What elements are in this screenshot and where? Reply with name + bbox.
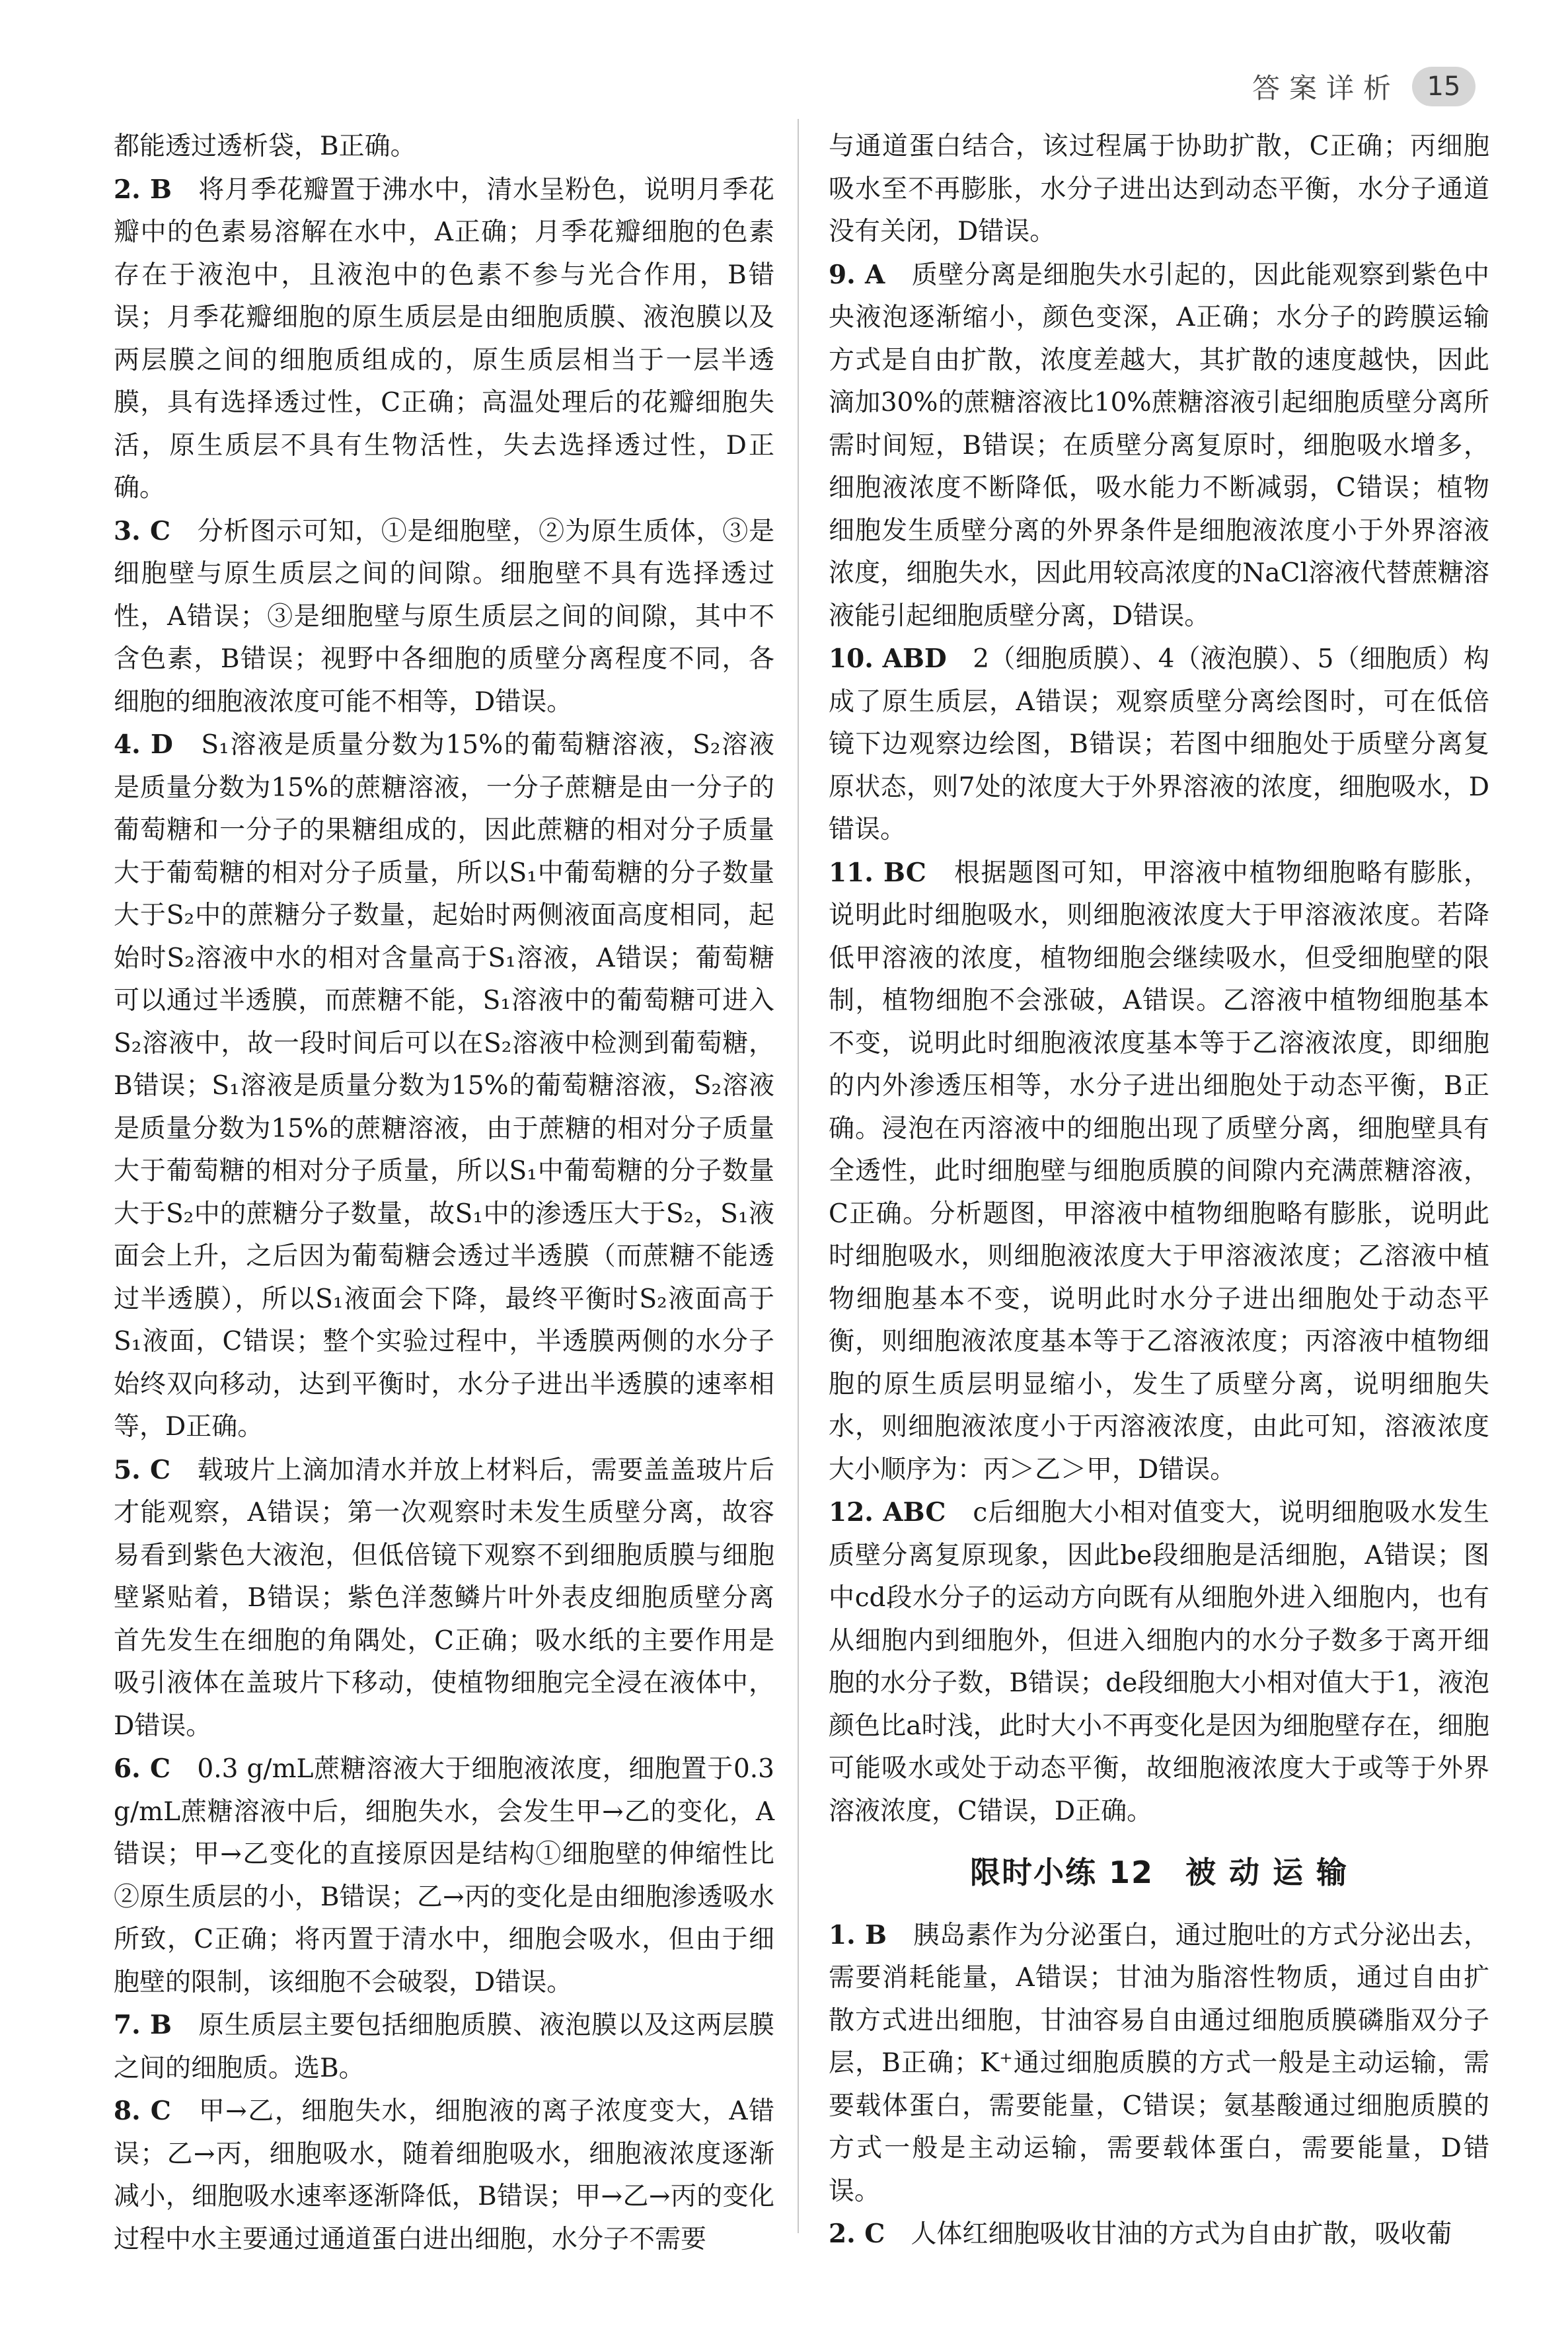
answer-text: 0.3 g/mL蔗糖溶液大于细胞液浓度，细胞置于0.3 g/mL蔗糖溶液中后，细胞失水，会发生甲→乙的变化，A错误；甲→乙变化的直接原因是结构①细胞壁的伸缩性比②原生质层的小，B错误；乙→丙的变化是由细胞渗透吸水所致，C正确；将丙置于清水中，细胞会吸水，但由于细胞壁的限制，该细胞不会破裂，D错误。 xyxy=(114,1754,774,1997)
answer-number: 8. C xyxy=(114,2096,171,2126)
answer-text: S₁溶液是质量分数为15%的葡萄糖溶液，S₂溶液是质量分数为15%的蔗糖溶液，一分子蔗糖是由一分子的葡萄糖和一分子的果糖组成的，因此蔗糖的相对分子质量大于葡萄糖的相对分子质量，所以S₁中葡萄糖的分子数量大于S₂中的蔗糖分子数量，起始时两侧液面高度相同，起始时S₂溶液中水的相对含量高于S₁溶液，A错误；葡萄糖可以通过半透膜，而蔗糖不能，S₁溶液中的葡萄糖可进入S₂溶液中，故一段时间后可以在S₂溶液中检测到葡萄糖，B错误；S₁溶液是质量分数为15%的葡萄糖溶液，S₂溶液是质量分数为15%的蔗糖溶液，由于蔗糖的相对分子质量大于葡萄糖的相对分子质量，所以S₁中葡萄糖的分子数量大于S₂中的蔗糖分子数量，故S₁中的渗透压大于S₂，S₁液面会上升，之后因为葡萄糖会透过半透膜（而蔗糖不能透过半透膜），所以S₁液面会下降，最终平衡时S₂液面高于S₁液面，C错误；整个实验过程中，半透膜两侧的水分子始终双向移动，达到平衡时，水分子进出半透膜的速率相等，D正确。 xyxy=(114,730,774,1442)
answer-text: 2（细胞质膜）、4（液泡膜）、5（细胞质）构成了原生质层，A错误；观察质壁分离绘图时，可在低倍镜下边观察边绘图，B错误；若图中细胞处于质壁分离复原状态，则7处的浓度大于外界溶液的浓度，细胞吸水，D错误。 xyxy=(829,644,1489,844)
right-column xyxy=(829,126,1489,2256)
answer-paragraph xyxy=(114,1449,774,1748)
answer-paragraph xyxy=(114,2090,774,2261)
answer-number: 2. B xyxy=(114,174,172,205)
answer-text: 与通道蛋白结合，该过程属于协助扩散，C正确；丙细胞吸水至不再膨胀，水分子进出达到动态平衡，水分子通道没有关闭，D错误。 xyxy=(829,131,1489,246)
answer-paragraph xyxy=(829,1491,1489,1833)
answer-text: 载玻片上滴加清水并放上材料后，需要盖盖玻片后才能观察，A错误；第一次观察时未发生质壁分离，故容易看到紫色大液泡，但低倍镜下观察不到细胞质膜与细胞壁紧贴着，B错误；紫色洋葱鳞片叶外表皮细胞质壁分离首先发生在细胞的角隅处，C正确；吸水纸的主要作用是吸引液体在盖玻片下移动，使植物细胞完全浸在液体中，D错误。 xyxy=(114,1455,774,1741)
answer-text: 都能透过透析袋，B正确。 xyxy=(114,131,416,161)
answer-paragraph xyxy=(114,1748,774,2004)
answer-text: 原生质层主要包括细胞质膜、液泡膜以及这两层膜之间的细胞质。选B。 xyxy=(114,2011,774,2083)
answer-paragraph xyxy=(829,852,1489,1492)
answer-number: 9. A xyxy=(829,259,885,290)
answer-number: 12. ABC xyxy=(829,1497,946,1528)
left-column xyxy=(114,126,774,2261)
answer-number: 4. D xyxy=(114,729,173,760)
answer-number: 5. C xyxy=(114,1454,171,1485)
answer-number: 11. BC xyxy=(829,857,926,888)
answer-paragraph xyxy=(114,126,774,168)
page-header xyxy=(1252,63,1475,110)
answer-paragraph xyxy=(829,254,1489,638)
answer-text: 将月季花瓣置于沸水中，清水呈粉色，说明月季花瓣中的色素易溶解在水中，A正确；月季花瓣细胞的色素存在于液泡中，且液泡中的色素不参与光合作用，B错误；月季花瓣细胞的原生质层是由细胞质膜、液泡膜以及两层膜之间的细胞质组成的，原生质层相当于一层半透膜，具有选择透过性，C正确；高温处理后的花瓣细胞失活，原生质层不具有生物活性，失去选择透过性，D正确。 xyxy=(114,174,774,503)
answer-paragraph xyxy=(114,168,774,510)
answer-number: 6. C xyxy=(114,1753,171,1784)
answer-text: 根据题图可知，甲溶液中植物细胞略有膨胀，说明此时细胞吸水，则细胞液浓度大于甲溶液浓度。若降低甲溶液的浓度，植物细胞会继续吸水，但受细胞壁的限制，植物细胞不会涨破，A错误。乙溶液中植物细胞基本不变，说明此时细胞液浓度基本等于乙溶液浓度，即细胞的内外渗透压相等，水分子进出细胞处于动态平衡，B正确。浸泡在丙溶液中的细胞出现了质壁分离，细胞壁具有全透性，此时细胞壁与细胞质膜的间隙内充满蔗糖溶液，C正确。分析题图，甲溶液中植物细胞略有膨胀，说明此时细胞吸水，则细胞液浓度大于甲溶液浓度；乙溶液中植物细胞基本不变，说明此时水分子进出细胞处于动态平衡，则细胞液浓度基本等于乙溶液浓度；丙溶液中植物细胞的原生质层明显缩小，发生了质壁分离，说明细胞失水，则细胞液浓度小于丙溶液浓度，由此可知，溶液浓度大小顺序为：丙＞乙＞甲，D错误。 xyxy=(829,858,1489,1485)
answer-paragraph xyxy=(829,2213,1489,2256)
header-title: 答案详析 xyxy=(1251,72,1400,104)
answer-text: c后细胞大小相对值变大，说明细胞吸水发生质壁分离复原现象，因此be段细胞是活细胞，A错误；图中cd段水分子的运动方向既有从细胞外进入细胞内，也有从细胞内到细胞外，但进入细胞内的水分子数多于离开细胞的水分子数，B错误；de段细胞大小相对值大于1，液泡颜色比a时浅，此时大小不再变化是因为细胞壁存在，细胞可能吸水或处于动态平衡，故细胞液浓度大于或等于外界溶液浓度，C错误，D正确。 xyxy=(829,1498,1489,1826)
answer-number: 7. B xyxy=(114,2010,172,2040)
answer-text: 质壁分离是细胞失水引起的，因此能观察到紫色中央液泡逐渐缩小，颜色变深，A正确；水分子的跨膜运输方式是自由扩散，浓度差越大，其扩散的速度越快，因此滴加30%的蔗糖溶液比10%蔗糖溶液引起细胞质壁分离所需时间短，B错误；在质壁分离复原时，细胞吸水增多，细胞液浓度不断降低，吸水能力不断减弱，C错误；植物细胞发生质壁分离的外界条件是细胞液浓度小于外界溶液浓度，细胞失水，因此用较高浓度的NaCl溶液代替蔗糖溶液能引起细胞质壁分离，D错误。 xyxy=(829,260,1489,631)
answer-number: 1. B xyxy=(829,1919,887,1950)
answer-paragraph xyxy=(829,1914,1489,2213)
answer-number: 10. ABD xyxy=(829,644,947,674)
answer-number: 2. C xyxy=(829,2219,885,2249)
answer-text: 分析图示可知，①是细胞壁，②为原生质体，③是细胞壁与原生质层之间的间隙。细胞壁不具有选择透过性，A错误；③是细胞壁与原生质层之间的间隙，其中不含色素，B错误；视野中各细胞的质壁分离程度不同，各细胞的细胞液浓度可能不相等，D错误。 xyxy=(114,516,774,717)
page-number-badge: 15 xyxy=(1412,67,1475,106)
answer-paragraph xyxy=(829,638,1489,852)
answer-paragraph xyxy=(829,126,1489,254)
answer-text: 甲→乙，细胞失水，细胞液的离子浓度变大，A错误；乙→丙，细胞吸水，随着细胞吸水，细胞液浓度逐渐减小，细胞吸水速率逐渐降低，B错误；甲→乙→丙的变化过程中水主要通过通道蛋白进出细胞，水分子不需要 xyxy=(114,2096,774,2254)
column-divider xyxy=(798,119,799,2233)
answer-paragraph xyxy=(114,723,774,1449)
answer-text: 胰岛素作为分泌蛋白，通过胞吐的方式分泌出去，需要消耗能量，A错误；甘油为脂溶性物质，通过自由扩散方式进出细胞，甘油容易自由通过细胞质膜磷脂双分子层，B正确；K⁺通过细胞质膜的方式一般是主动运输，需要载体蛋白，需要能量，C错误；氨基酸通过细胞质膜的方式一般是主动运输，需要载体蛋白，需要能量，D错误。 xyxy=(829,1920,1489,2206)
answer-paragraph xyxy=(114,510,774,724)
answer-paragraph xyxy=(114,2004,774,2090)
section-title: 限时小练 12 被 动 运 输 xyxy=(969,1855,1349,1890)
answer-number: 3. C xyxy=(114,515,171,546)
answer-text: 人体红细胞吸收甘油的方式为自由扩散，吸收葡 xyxy=(911,2219,1452,2249)
